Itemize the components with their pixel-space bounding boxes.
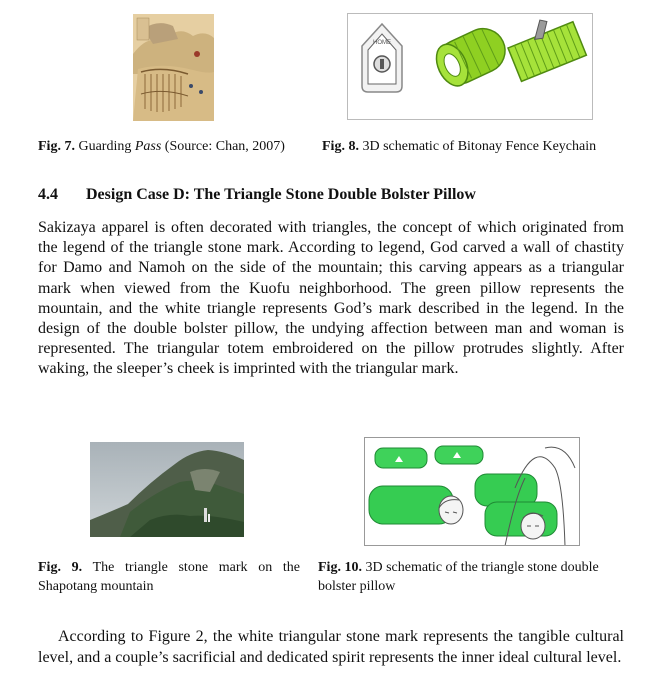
- fig9-caption: [38, 558, 300, 596]
- fig10-text: 3D schematic of the triangle stone double bolster pillow: [318, 560, 599, 594]
- fig8-label: Fig. 8.: [322, 139, 359, 154]
- fig10-label: Fig. 10.: [318, 560, 362, 575]
- fig7-caption: [38, 137, 318, 156]
- fig7-text-pre: Guarding: [74, 139, 135, 154]
- paragraph-1: Sakizaya apparel is often decorated with triangles, the concept of which originated from the legend of the triangle stone mark. According to legend, God carved a wall of chastity for Damo and Namoh on the side of the mountain; this carving appears as a triangular mark when viewed from the Kuofu neighborhood. The green pillow represents the mountain, and the white triangle represents God’s mark described in the legend. In the design of the double bolster pillow, the undying affection between man and woman is represented. The triangular totem embroidered on the pillow protrudes slightly. After waking, the sleeper’s cheek is imprinted with the triangular mark.: [38, 219, 624, 378]
- section-title: Design Case D: The Triangle Stone Double Bolster Pillow: [86, 186, 476, 203]
- section-number: 4.4: [38, 186, 58, 203]
- fig8-text: 3D schematic of Bitonay Fence Keychain: [358, 139, 597, 154]
- fig8-home-text: HOME: [373, 40, 391, 46]
- section-heading: [38, 186, 476, 204]
- fig10-pillow-svg: [365, 438, 580, 546]
- paragraph-2: According to Figure 2, the white triangular stone mark represents the tangible cultural level, and a couple’s sacrificial and dedicated spirit represents the inner ideal cultural level.: [38, 628, 624, 666]
- fig10-pillow-schematic: [364, 437, 580, 546]
- fig7-painting: [133, 14, 214, 121]
- fig10-caption: [318, 558, 624, 596]
- fig8-keychain-schematic: [347, 13, 593, 120]
- fig9-label: Fig. 9.: [38, 560, 83, 575]
- fig7-label: Fig. 7.: [38, 139, 75, 154]
- fig9-mountain-photo: [90, 442, 244, 537]
- fig9-mountain-svg: [90, 442, 244, 537]
- fig7-text-italic: Pass: [134, 139, 162, 154]
- fig9-text: The triangle stone mark on the Shapotang mountain: [38, 560, 300, 594]
- fig7-painting-svg: [133, 14, 214, 121]
- fig8-caption: [322, 137, 632, 156]
- fig7-text-post: (Source: Chan, 2007): [161, 139, 285, 154]
- fig8-keychain-svg: [348, 14, 593, 120]
